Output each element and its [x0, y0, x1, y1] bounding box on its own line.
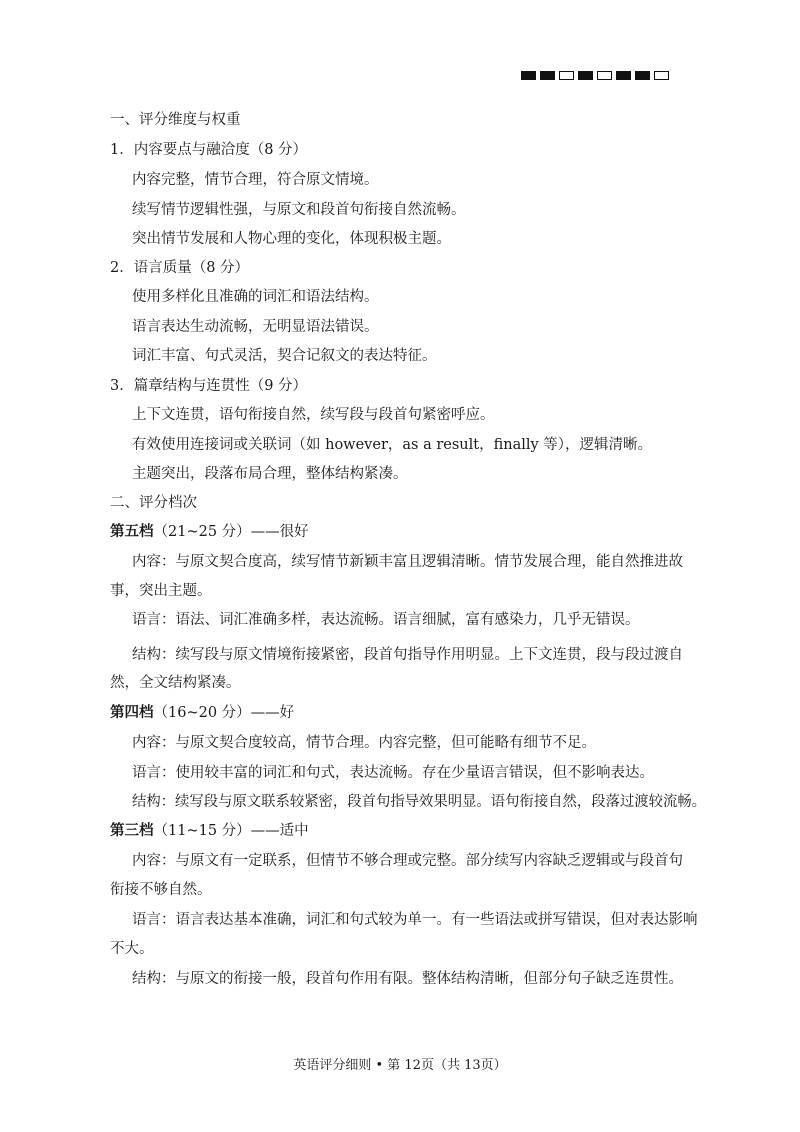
- filled-square-mark: [521, 71, 536, 80]
- dimension1-item: 内容完整，情节合理，符合原文情境。: [132, 172, 379, 188]
- dimension1-title: 1．内容要点与融洽度（8 分）: [110, 142, 308, 158]
- section2-title: 二、评分档次: [110, 495, 197, 511]
- dimension2-item: 使用多样化且准确的词汇和语法结构。: [132, 289, 379, 305]
- level5-range: （21~25 分）——很好: [153, 524, 309, 540]
- level3-label: 第三档: [110, 822, 154, 839]
- filled-square-mark: [540, 71, 555, 80]
- filled-square-mark: [635, 71, 650, 80]
- dimension3-item: 有效使用连接词或关联词（如 however，as a result，finally 等），逻辑清晰。: [132, 437, 653, 453]
- header-marks: [521, 71, 669, 80]
- dimension1-item: 突出情节发展和人物心理的变化，体现积极主题。: [132, 231, 451, 247]
- level5-structure-cont: 然，全文结构紧凑。: [110, 675, 241, 691]
- filled-square-mark: [616, 71, 631, 80]
- level4-language: 语言：使用较丰富的词汇和句式，表达流畅。存在少量语言错误，但不影响表达。: [132, 765, 654, 781]
- level4-heading: [110, 703, 294, 723]
- page-footer: 英语评分细则 • 第 12页（共 13页）: [293, 1058, 507, 1073]
- level5-content-cont: 事，突出主题。: [110, 583, 212, 599]
- dimension2-title: 2．语言质量（8 分）: [110, 260, 250, 276]
- level5-structure: 结构：续写段与原文情境衔接紧密，段首句指导作用明显。上下文连贯，段与段过渡自: [132, 647, 683, 663]
- empty-square-mark: [597, 71, 612, 80]
- level3-content: 内容：与原文有一定联系，但情节不够合理或完整。部分续写内容缺乏逻辑或与段首句: [132, 853, 683, 869]
- empty-square-mark: [654, 71, 669, 80]
- level3-heading: [110, 821, 309, 841]
- level5-content: 内容：与原文契合度高，续写情节新颖丰富且逻辑清晰。情节发展合理，能自然推进故: [132, 554, 683, 570]
- level3-content-cont: 衔接不够自然。: [110, 882, 212, 898]
- filled-square-mark: [578, 71, 593, 80]
- level3-range: （11~15 分）——适中: [153, 823, 309, 839]
- dimension3-item: 上下文连贯，语句衔接自然，续写段与段首句紧密呼应。: [132, 407, 495, 423]
- level4-structure: 结构：续写段与原文联系较紧密，段首句指导效果明显。语句衔接自然，段落过渡较流畅。: [132, 794, 707, 810]
- level4-label: 第四档: [110, 704, 154, 721]
- dimension2-item: 语言表达生动流畅，无明显语法错误。: [132, 319, 379, 335]
- level5-heading: [110, 522, 309, 542]
- level3-structure: 结构：与原文的衔接一般，段首句作用有限。整体结构清晰，但部分句子缺乏连贯性。: [132, 971, 683, 987]
- dimension3-item: 主题突出，段落布局合理，整体结构紧凑。: [132, 466, 408, 482]
- level5-label: 第五档: [110, 523, 154, 540]
- level4-range: （16~20 分）——好: [153, 705, 295, 721]
- empty-square-mark: [559, 71, 574, 80]
- dimension2-item: 词汇丰富、句式灵活，契合记叙文的表达特征。: [132, 348, 437, 364]
- level5-language: 语言：语法、词汇准确多样，表达流畅。语言细腻，富有感染力，几乎无错误。: [132, 612, 640, 628]
- section1-title: 一、评分维度与权重: [110, 112, 241, 128]
- dimension1-item: 续写情节逻辑性强，与原文和段首句衔接自然流畅。: [132, 202, 466, 218]
- level4-content: 内容：与原文契合度较高，情节合理。内容完整，但可能略有细节不足。: [132, 735, 596, 751]
- level3-language-cont: 不大。: [110, 941, 154, 957]
- level3-language: 语言：语言表达基本准确，词汇和句式较为单一。有一些语法或拼写错误，但对表达影响: [132, 912, 698, 928]
- dimension3-title: 3．篇章结构与连贯性（9 分）: [110, 378, 308, 394]
